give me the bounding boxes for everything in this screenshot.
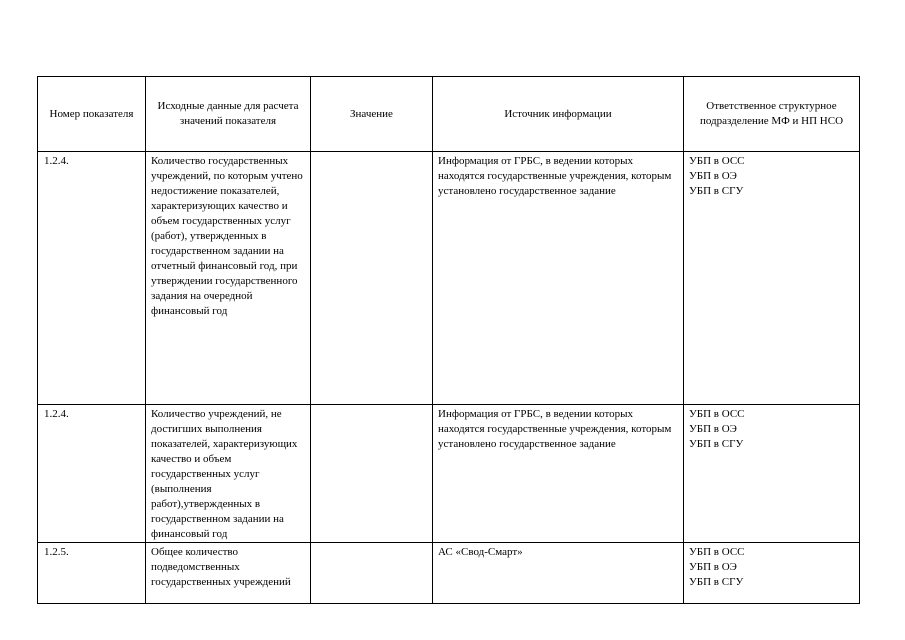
row-source-data: Количество учреждений, не достигших выполнения показателей, характеризующих качество и объем государственных услуг (выполнения работ),утвержденных в государственном задании на финансовый год [146, 405, 311, 543]
row-info-source: Информация от ГРБС, в ведении которых находятся государственные учреждения, которым установлено государственное задание [433, 152, 684, 405]
row-number: 1.2.4. [38, 405, 146, 543]
responsible-unit: УБП в СГУ [689, 185, 744, 197]
row-responsible [684, 405, 860, 543]
row-value [311, 152, 433, 405]
responsible-unit: УБП в ОСС [689, 155, 745, 167]
row-value [311, 543, 433, 604]
table-row [38, 543, 860, 604]
responsible-unit: УБП в СГУ [689, 438, 744, 450]
responsible-unit: УБП в ОЭ [689, 170, 737, 182]
row-source-data: Общее количество подведомственных государственных учреждений [146, 543, 311, 604]
row-source-data: Количество государственных учреждений, по которым учтено недостижение показателей, характеризующих качество и объем государственных услуг (работ), утвержденных в государственном задании на отчетный финансовый год, при утверждении государственного задания на очередной финансовый год [146, 152, 311, 405]
responsible-unit: УБП в ОЭ [689, 561, 737, 573]
header-info-source: Источник информации [433, 77, 684, 152]
header-number: Номер показателя [38, 77, 146, 152]
row-responsible [684, 152, 860, 405]
table-row [38, 405, 860, 543]
row-value [311, 405, 433, 543]
header-value: Значение [311, 77, 433, 152]
responsible-unit: УБП в ОЭ [689, 423, 737, 435]
table-row [38, 152, 860, 405]
header-responsible: Ответственное структурное подразделение МФ и НП НСО [684, 77, 860, 152]
row-info-source: Информация от ГРБС, в ведении которых находятся государственные учреждения, которым установлено государственное задание [433, 405, 684, 543]
header-source-data: Исходные данные для расчета значений показателя [146, 77, 311, 152]
responsible-unit: УБП в ОСС [689, 546, 745, 558]
row-number: 1.2.4. [38, 152, 146, 405]
row-responsible [684, 543, 860, 604]
responsible-unit: УБП в СГУ [689, 576, 744, 588]
responsible-unit: УБП в ОСС [689, 408, 745, 420]
row-info-source: АС «Свод-Смарт» [433, 543, 684, 604]
indicators-table [37, 76, 860, 604]
table-header-row [38, 77, 860, 152]
row-number: 1.2.5. [38, 543, 146, 604]
